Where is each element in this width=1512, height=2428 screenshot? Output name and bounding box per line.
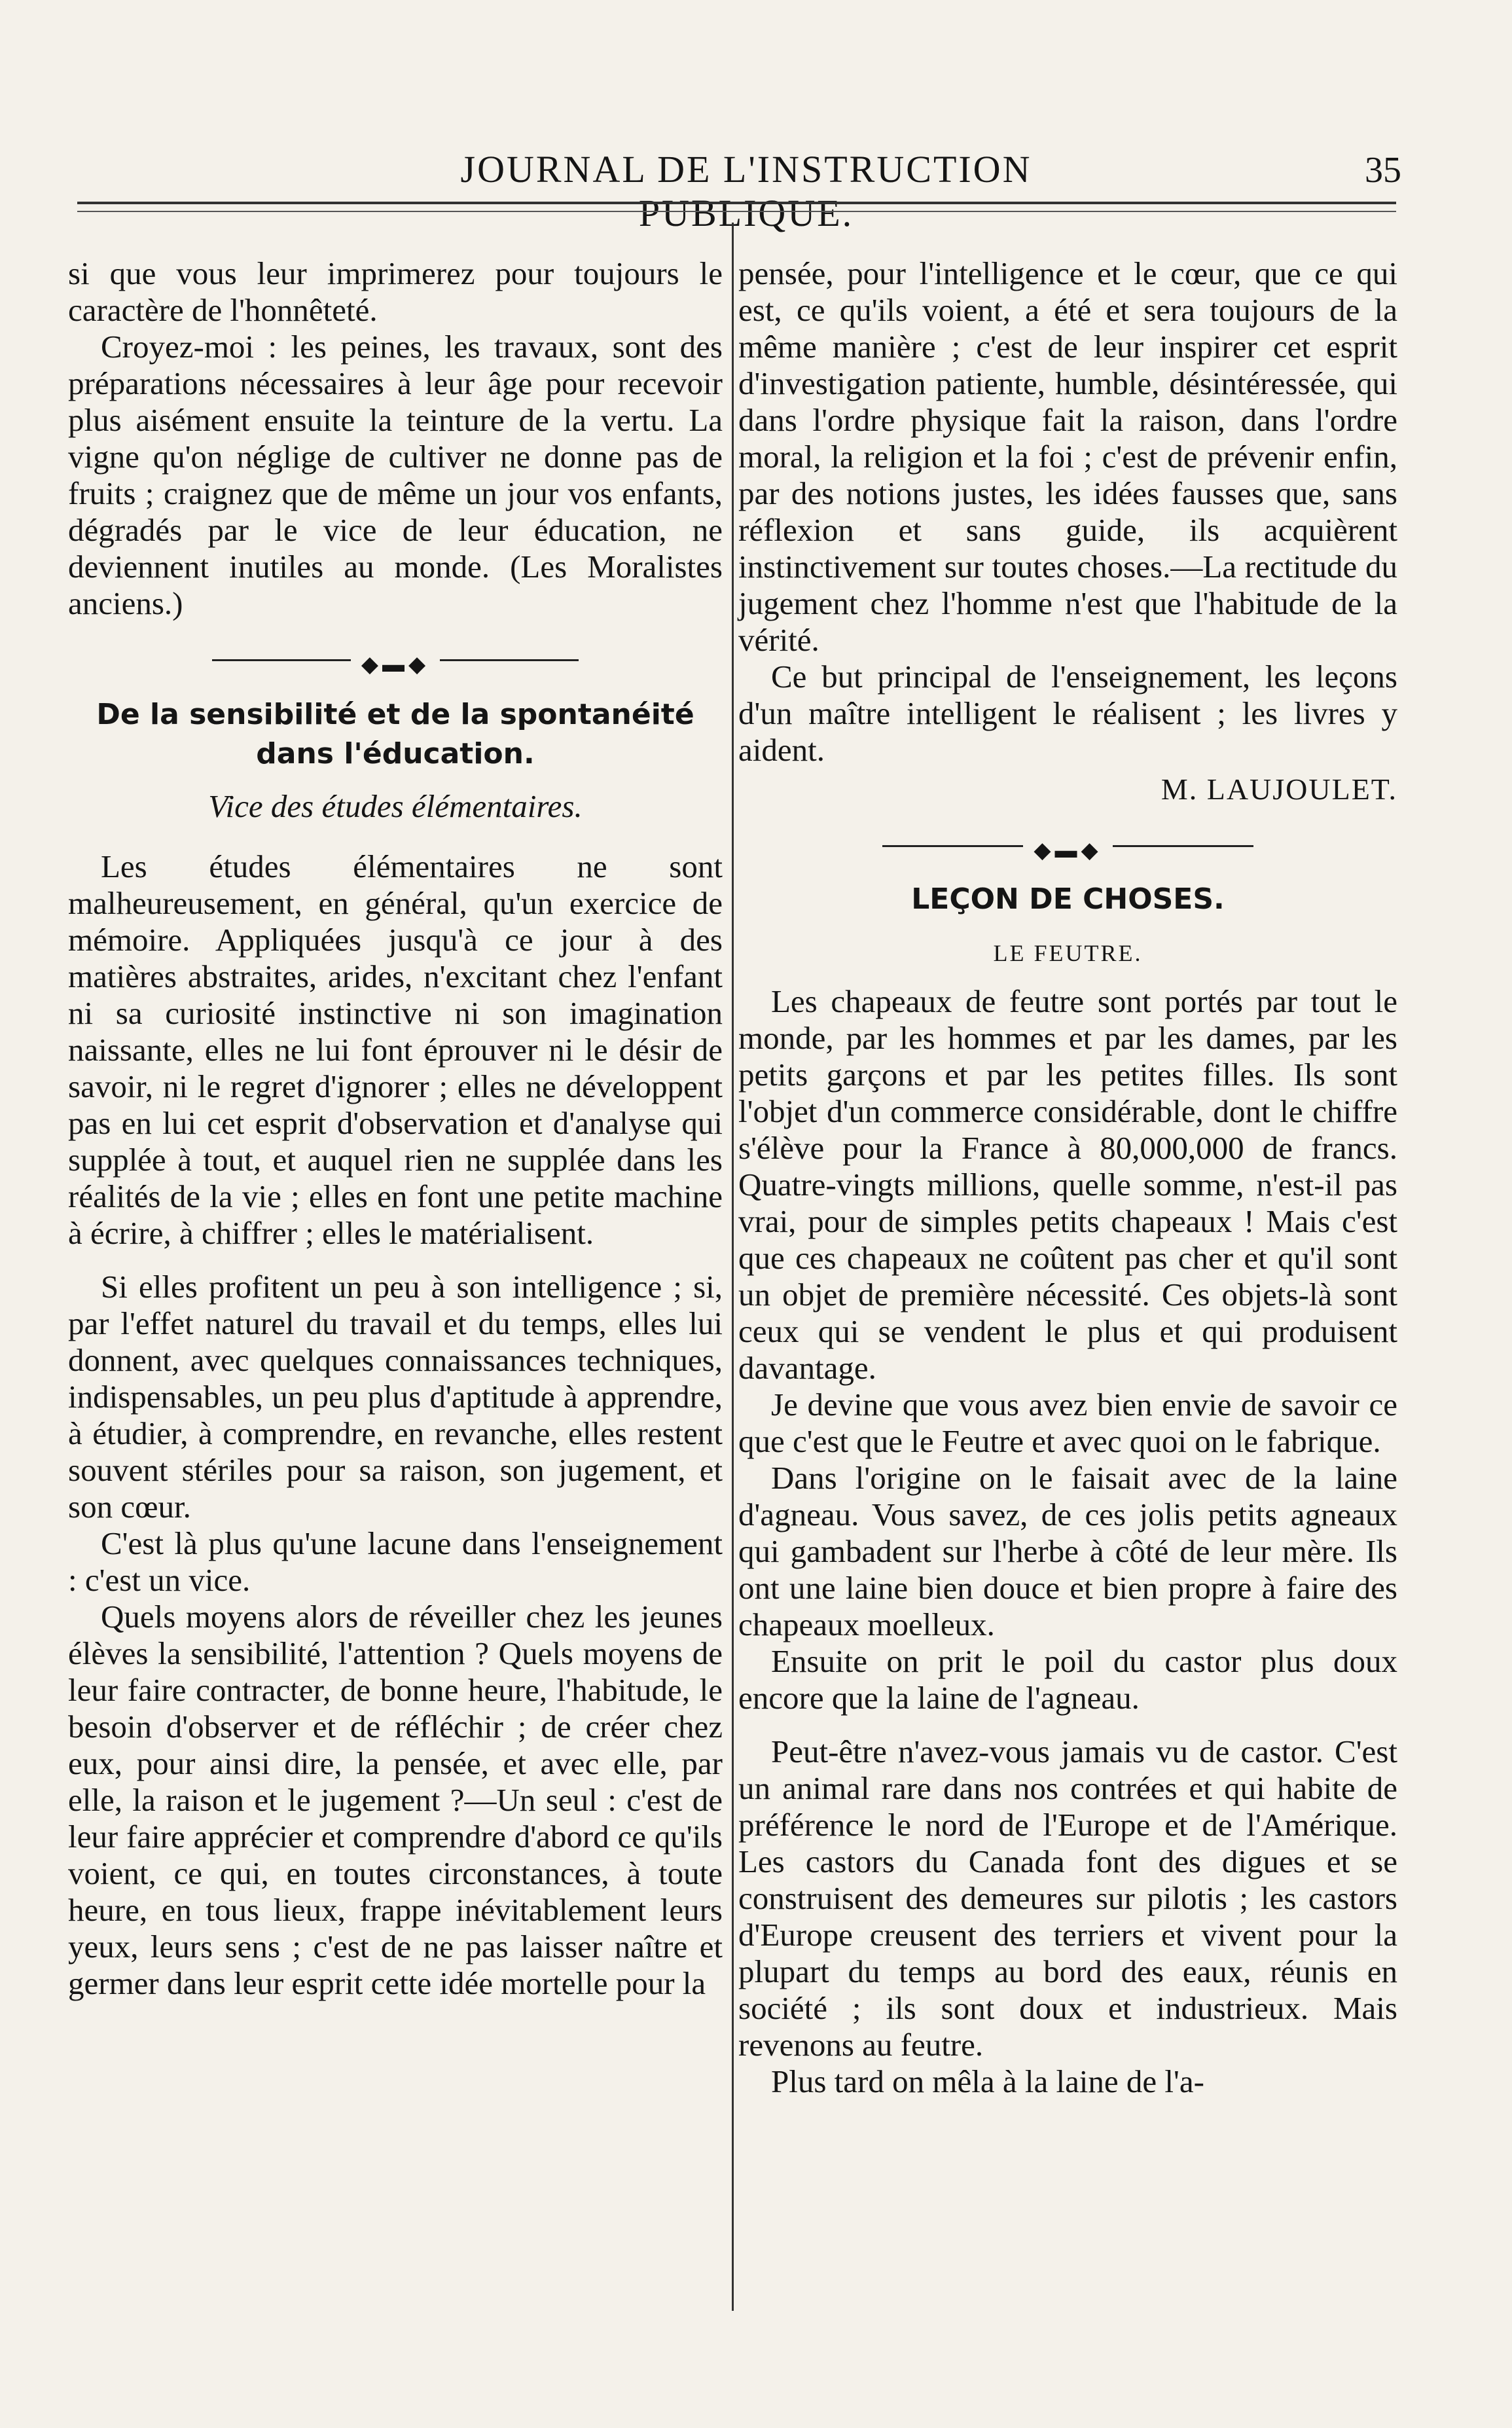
ornament-divider: ◆▬◆ [68, 647, 723, 673]
paragraph: Peut-être n'avez-vous jamais vu de castor. C'est un animal rare dans nos contrées et qui habite de préférence le nord de l'Europe et de l'Amérique. Les castors du Canada font des digues et se construisent des demeures sur pilotis ; les castors d'Europe creusent des terriers et vivent pour la plupart du temps au bord des eaux, réunis en société ; ils sont doux et industrieux. Mais revenons au feutre. [738, 1733, 1397, 2063]
paragraph: Les études élémentaires ne sont malheureusement, en général, qu'un exercice de mémoire. Appliquées jusqu'à ce jour à des matières abstraites, arides, n'excitant chez l'enfant ni sa curiosité instinctive ni son imagination naissante, elles ne lui font éprouver ni le désir de savoir, ni le regret d'ignorer ; elles ne développent pas en lui cet esprit d'observation et d'analyse qui supplée à tout, et auquel rien ne supplée dans les réalités de la vie ; elles en font une petite machine à écrire, à chiffrer ; elles le matérialisent. [68, 848, 723, 1251]
paragraph: Croyez-moi : les peines, les travaux, sont des préparations nécessaires à leur âge pour recevoir plus aisément ensuite la teinture de la vertu. La vigne qu'on néglige de cultiver ne donne pas de fruits ; craignez que de même un jour vos enfants, dégradés par le vice de leur éducation, ne deviennent inutiles au monde. (Les Moralistes anciens.) [68, 329, 723, 621]
paragraph: Plus tard on mêla à la laine de l'a- [771, 2063, 1204, 2099]
left-column [68, 255, 723, 2002]
paragraph: Je devine que vous avez bien envie de savoir ce que c'est que le Feutre et avec quoi on le fabrique. [738, 1386, 1397, 1459]
paragraph: si que vous leur imprimerez pour toujours le caractère de l'honnêteté. [68, 255, 723, 328]
article-subtitle: Vice des études élémentaires. [208, 788, 583, 824]
paragraph: pensée, pour l'intelligence et le cœur, que ce qui est, ce qu'ils voient, a été et sera toujours de la même manière ; c'est de leur inspirer cet esprit d'investigation patiente, humble, désintéressée, qui dans l'ordre physique fait la raison, dans l'ordre moral, la religion et la foi ; c'est de prévenir enfin, par des notions justes, les idées fausses que, sans réflexion et sans guide, ils acquièrent instinctivement sur toutes choses.—La rectitude du jugement chez l'homme n'est que l'habitude de la vérité. [738, 255, 1397, 658]
paragraph: Si elles profitent un peu à son intelligence ; si, par l'effet naturel du travail et du temps, elles lui donnent, avec quelques connaissances techniques, indispensables, un peu plus d'aptitude à apprendre, à étudier, à comprendre, en revanche, elles restent souvent stériles pour sa raison, son jugement, et son cœur. [68, 1269, 723, 1525]
paragraph: Dans l'origine on le faisait avec de la laine d'agneau. Vous savez, de ces jolis petits agneaux qui gambadent sur l'herbe à côté de leur mère. Ils ont une laine bien douce et bien propre à faire des chapeaux moelleux. [738, 1460, 1397, 1642]
section-subheading: LE FEUTRE. [993, 940, 1143, 966]
ornament-divider: ◆▬◆ [738, 833, 1397, 859]
paragraph: Ce but principal de l'enseignement, les leçons d'un maître intelligent le réalisent ; les livres y aident. [738, 659, 1397, 768]
section-title: LEÇON DE CHOSES. [911, 882, 1225, 916]
right-column [738, 255, 1397, 2100]
paragraph: C'est là plus qu'une lacune dans l'enseignement : c'est un vice. [68, 1525, 723, 1598]
paragraph: Quels moyens alors de réveiller chez les jeunes élèves la sensibilité, l'attention ? Quels moyens de leur faire contracter, de bonne heure, l'habitude, le besoin d'observer et de réfléchir ; de créer chez eux, pour ainsi dire, la pensée, et avec elle, par elle, la raison et le jugement ?—Un seul : c'est de leur faire apprécier et comprendre d'abord ce qu'ils voient, ce qui, en toutes circonstances, à toute heure, en tous lieux, frappe inévitablement leurs yeux, leurs sens ; c'est de ne pas laisser naître et germer dans leur esprit cette idée mortelle pour la [68, 1599, 723, 2001]
article-title: De la sensibilité et de la spontanéité dans l'éducation. [96, 698, 694, 770]
paragraph: Les chapeaux de feutre sont portés par tout le monde, par les hommes et par les dames, par les petits garçons et par les petites filles. Ils sont l'objet d'un commerce considérable, dont le chiffre s'élève pour la France à 80,000,000 de francs. Quatre-vingts millions, quelle somme, n'est-il pas vrai, pour de simples petits chapeaux ! Mais c'est que ces chapeaux ne coûtent pas cher et qu'il sont un objet de première nécessité. Ces objets-là sont ceux qui se vendent le plus et qui produisent davantage. [738, 983, 1397, 1386]
column-divider [732, 223, 734, 2311]
running-head: JOURNAL DE L'INSTRUCTION PUBLIQUE. [460, 148, 1032, 234]
header-rule-thin [77, 211, 1396, 212]
header-rule [77, 202, 1396, 204]
page-number: 35 [1365, 150, 1401, 190]
paragraph: Ensuite on prit le poil du castor plus doux encore que la laine de l'agneau. [738, 1643, 1397, 1716]
author-signature: M. LAUJOULET. [1161, 772, 1397, 806]
